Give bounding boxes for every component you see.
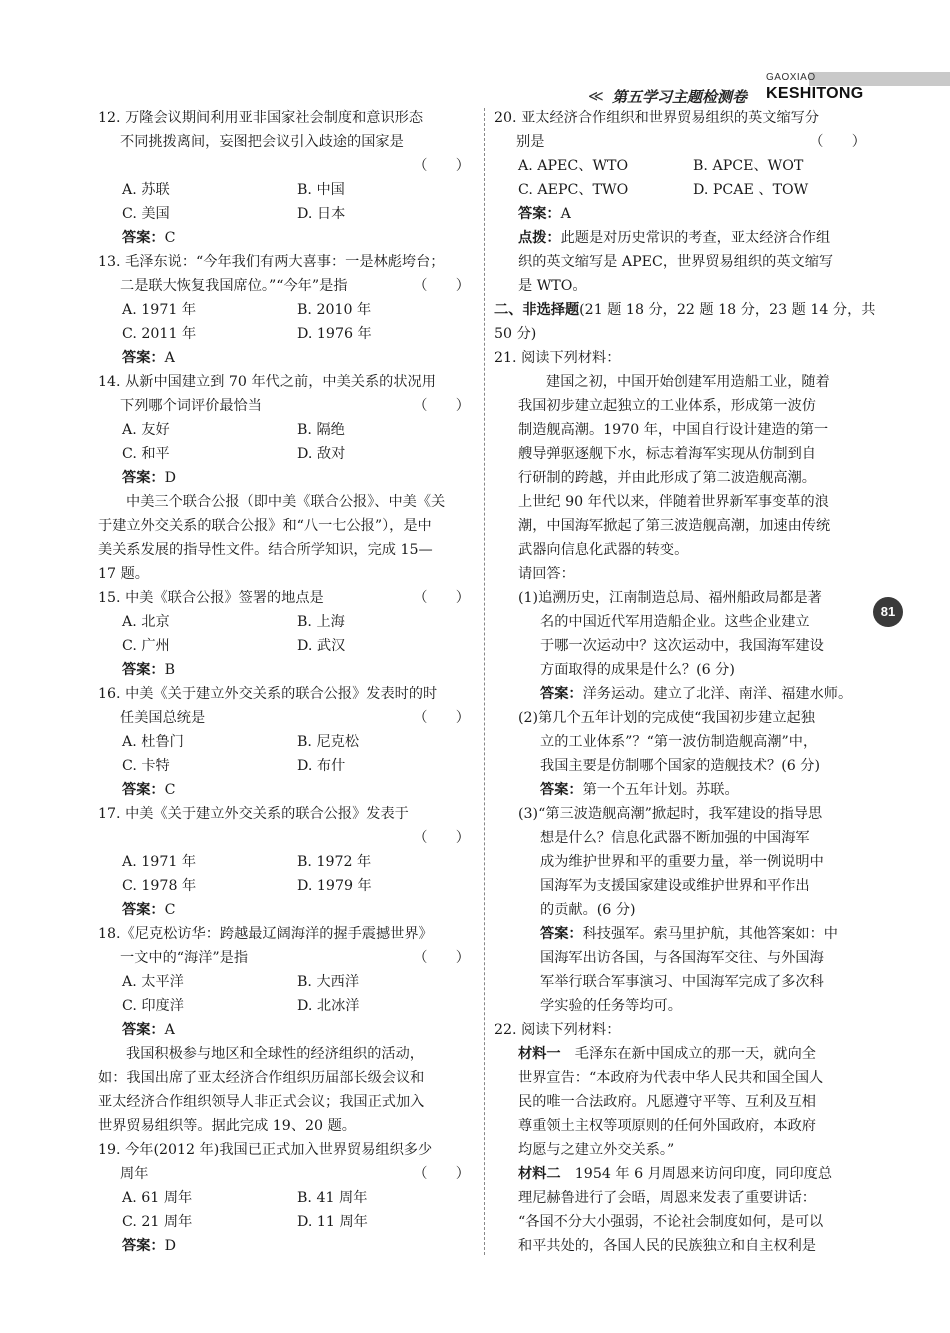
option-c: C. 2011 年 <box>122 326 197 342</box>
answer-label: 答案： <box>122 902 165 918</box>
question-14 <box>98 370 472 490</box>
question-20 <box>494 106 868 298</box>
subquestion-1: 方面取得的成果是什么？(6 分) <box>540 662 735 678</box>
option-c: C. 卡特 <box>122 758 170 774</box>
question-text: 周年 <box>120 1166 149 1182</box>
material-line: 尊重领土主权等项原则的任何外国政府，本政府 <box>518 1118 816 1134</box>
material-line: 1954 年 6 月周恩来访问印度，同印度总 <box>560 1166 833 1182</box>
question-text: 19. 今年(2012 年)我国已正式加入世界贸易组织多少 <box>98 1142 433 1158</box>
answer-bracket: （ ） <box>413 950 470 966</box>
option-b: B. 中国 <box>297 182 345 198</box>
question-17 <box>98 802 472 922</box>
question-text: 16. 中美《关于建立外交关系的联合公报》发表时的时 <box>98 686 438 702</box>
question-15 <box>98 586 472 682</box>
option-b: B. 1972 年 <box>297 854 372 870</box>
question-21 <box>494 346 868 1018</box>
question-16 <box>98 682 472 802</box>
option-d: D. 11 周年 <box>297 1214 368 1230</box>
question-text: 18.《尼克松访华：跨越最辽阔海洋的握手震撼世界》 <box>98 926 433 942</box>
material-line: 制造舰高潮。1970 年，中国自行设计建造的第一 <box>518 422 829 438</box>
answer-value: 国海军出访各国，与各国海军交往、与外国海 <box>540 950 824 966</box>
answer-label: 答案： <box>122 350 165 366</box>
subquestion-1: 于哪一次运动中？这次运动中，我国海军建设 <box>540 638 824 654</box>
answer-label: 答案： <box>518 206 561 222</box>
section-label: 二、非选择题 <box>494 302 580 318</box>
passage-line: 我国积极参与地区和全球性的经济组织的活动， <box>126 1046 424 1062</box>
option-c: C. 和平 <box>122 446 170 462</box>
option-a: A. 1971 年 <box>122 854 197 870</box>
subquestion-2: 立的工业体系”？“第一波仿制造舰高潮”中， <box>540 734 818 750</box>
option-d: D. 敌对 <box>297 446 346 462</box>
option-c: C. 21 周年 <box>122 1214 193 1230</box>
section-scoring: (21 题 18 分，22 题 18 分，23 题 14 分，共 <box>579 302 876 318</box>
answer-value: 军举行联合军事演习、中国海军完成了多次科 <box>540 974 824 990</box>
question-12 <box>98 106 472 250</box>
answer-label: 答案： <box>122 470 165 486</box>
passage-line: 亚太经济合作组织领导人非正式会议；我国正式加入 <box>98 1094 425 1110</box>
question-text: 别是 <box>516 134 545 150</box>
reading-passage-1 <box>98 490 472 586</box>
option-b: B. 尼克松 <box>297 734 360 750</box>
option-a: A. 1971 年 <box>122 302 197 318</box>
material-line: 武器向信息化武器的转变。 <box>518 542 689 558</box>
page-number-badge: 81 <box>873 597 903 627</box>
header-band <box>809 72 950 86</box>
material-line: 理尼赫鲁进行了会晤，周恩来发表了重要讲话： <box>518 1190 816 1206</box>
material-line: “各国不分大小强弱，不论社会制度如何，是可以 <box>518 1214 824 1230</box>
option-b: B. 2010 年 <box>297 302 372 318</box>
option-d: D. 1976 年 <box>297 326 372 342</box>
section-scoring: 50 分) <box>494 326 537 342</box>
answer-value: 第一个五年计划。苏联。 <box>582 782 739 798</box>
chevron-left-icon: ≪ <box>588 87 604 105</box>
header-title: 第五学习主题检测卷 <box>612 88 748 106</box>
passage-line: 美关系发展的指导性文件。结合所学知识，完成 15— <box>98 542 433 558</box>
option-c: C. 广州 <box>122 638 170 654</box>
subquestion-2: 我国主要是仿制哪个国家的造舰技术？(6 分) <box>540 758 820 774</box>
question-text: 17. 中美《关于建立外交关系的联合公报》发表于 <box>98 806 409 822</box>
option-a: A. 杜鲁门 <box>122 734 184 750</box>
passage-line: 如：我国出席了亚太经济合作组织历届部长级会议和 <box>98 1070 425 1086</box>
option-d: D. 北冰洋 <box>297 998 360 1014</box>
answer-label: 答案： <box>540 782 583 798</box>
subquestion-3: 国海军为支援国家建设或维护世界和平作出 <box>540 878 810 894</box>
question-text: 20. 亚太经济合作组织和世界贸易组织的英文缩写分 <box>494 110 820 126</box>
option-d: D. 武汉 <box>297 638 346 654</box>
subquestion-3: 想是什么？信息化武器不断加强的中国海军 <box>540 830 810 846</box>
right-column <box>494 106 876 1258</box>
subquestion-3: 的贡献。(6 分) <box>540 902 636 918</box>
question-22 <box>494 1018 868 1258</box>
option-a: A. 友好 <box>122 422 170 438</box>
option-b: B. APCE、WOT <box>693 158 804 174</box>
answer-value: 科技强军。索马里护航，其他答案如：中 <box>582 926 838 942</box>
option-b: B. 41 周年 <box>297 1190 368 1206</box>
question-text: 12. 万隆会议期间利用亚非国家社会制度和意识形态 <box>98 110 424 126</box>
answer-bracket: （ ） <box>413 830 470 846</box>
option-b: B. 上海 <box>297 614 345 630</box>
material-line: 艘导弹驱逐舰下水，标志着海军实现从仿制到自 <box>518 446 816 462</box>
answer-value: D <box>164 470 176 486</box>
question-19 <box>98 1138 472 1258</box>
answer-bracket: （ ） <box>413 710 470 726</box>
option-c: C. 印度洋 <box>122 998 184 1014</box>
answer-value: A <box>560 206 571 222</box>
subquestion-1: 名的中国近代军用造船企业。这些企业建立 <box>540 614 810 630</box>
tip-text: 是 WTO。 <box>518 278 587 294</box>
question-text: 一文中的“海洋”是指 <box>120 950 249 966</box>
header-small-text: GAOXIAO <box>766 72 816 83</box>
option-d: D. PCAE 、TOW <box>693 182 809 198</box>
material-label: 材料二 <box>518 1166 561 1182</box>
subquestion-3: 成为维护世界和平的重要力量，举一例说明中 <box>540 854 824 870</box>
option-a: A. 太平洋 <box>122 974 184 990</box>
passage-line: 于建立外交关系的联合公报》和“八一七公报”），是中 <box>98 518 432 534</box>
option-a: A. APEC、WTO <box>518 158 629 174</box>
answer-value: C <box>164 230 176 246</box>
option-a: A. 61 周年 <box>122 1190 193 1206</box>
answer-bracket: （ ） <box>413 278 470 294</box>
reading-passage-2 <box>98 1042 472 1138</box>
subquestion-2: (2)第几个五年计划的完成使“我国初步建立起独 <box>518 710 815 726</box>
material-line: 上世纪 90 年代以来，伴随着世界新军事变革的浪 <box>518 494 829 510</box>
option-d: D. 布什 <box>297 758 346 774</box>
question-text: 不同挑拨离间，妄图把会议引入歧途的国家是 <box>120 134 404 150</box>
option-c: C. 美国 <box>122 206 170 222</box>
answer-label: 答案： <box>122 662 165 678</box>
passage-line: 17 题。 <box>98 566 149 582</box>
option-d: D. 1979 年 <box>297 878 372 894</box>
question-text: 二是联大恢复我国席位。”“今年”是指 <box>120 278 348 294</box>
material-line: 建国之初，中国开始创建军用造船工业，随着 <box>546 374 830 390</box>
answer-label: 答案： <box>122 1022 165 1038</box>
answer-bracket: （ ） <box>809 134 866 150</box>
answer-label: 答案： <box>540 926 583 942</box>
question-18 <box>98 922 472 1042</box>
option-a: A. 北京 <box>122 614 170 630</box>
material-line: 毛泽东在新中国成立的那一天，就向全 <box>560 1046 816 1062</box>
material-line: 和平共处的，各国人民的民族独立和自主权利是 <box>518 1238 816 1254</box>
tip-text: 织的英文缩写是 APEC，世界贸易组织的英文缩写 <box>518 254 834 270</box>
question-intro: 21. 阅读下列材料： <box>494 350 621 366</box>
material-label: 材料一 <box>518 1046 561 1062</box>
answer-value: A <box>164 350 175 366</box>
passage-line: 中美三个联合公报（即中美《联合公报》、中美《关 <box>126 494 446 510</box>
material-line: 民的唯一合法政府。凡愿遵守平等、互利及互相 <box>518 1094 816 1110</box>
answer-value: C <box>164 902 176 918</box>
answer-bracket: （ ） <box>413 1166 470 1182</box>
question-text: 14. 从新中国建立到 70 年代之前，中美关系的状况用 <box>98 374 436 390</box>
material-line: 均愿与之建立外交关系。” <box>518 1142 675 1158</box>
answer-bracket: （ ） <box>413 590 470 606</box>
question-text: 任美国总统是 <box>120 710 206 726</box>
answer-bracket: （ ） <box>413 158 470 174</box>
left-column <box>98 106 472 1258</box>
header-brand: KESHITONG <box>766 85 864 102</box>
answer-value: 洋务运动。建立了北洋、南洋、福建水师。 <box>582 686 853 702</box>
answer-value: B <box>164 662 176 678</box>
subquestion-3: (3)“第三波造舰高潮”掀起时，我军建设的指导思 <box>518 806 823 822</box>
answer-value: A <box>164 1022 175 1038</box>
material-line: 世界宣告：“本政府为代表中华人民共和国全国人 <box>518 1070 824 1086</box>
answer-value: C <box>164 782 176 798</box>
answer-label: 答案： <box>122 230 165 246</box>
answer-value: 学实验的任务等均可。 <box>540 998 682 1014</box>
column-divider <box>484 108 485 1255</box>
answer-label: 答案： <box>540 686 583 702</box>
tip-text: 此题是对历史常识的考查，亚太经济合作组 <box>560 230 831 246</box>
option-b: B. 大西洋 <box>297 974 360 990</box>
material-line: 我国初步建立起独立的工业体系，形成第一波仿 <box>518 398 816 414</box>
option-c: C. AEPC、TWO <box>518 182 629 198</box>
option-d: D. 日本 <box>297 206 346 222</box>
answer-label: 答案： <box>122 782 165 798</box>
material-line: 行研制的跨越，并由此形成了第二波造舰高潮。 <box>518 470 816 486</box>
option-a: A. 苏联 <box>122 182 170 198</box>
ask-prompt: 请回答： <box>518 566 575 582</box>
option-b: B. 隔绝 <box>297 422 345 438</box>
answer-label: 答案： <box>122 1238 165 1254</box>
answer-bracket: （ ） <box>413 398 470 414</box>
tip-label: 点拨： <box>518 230 561 246</box>
material-line: 潮，中国海军掀起了第三波造舰高潮，加速由传统 <box>518 518 831 534</box>
question-text: 13. 毛泽东说：“今年我们有两大喜事：一是林彪垮台； <box>98 254 445 270</box>
section-2-heading <box>494 298 876 346</box>
question-text: 15. 中美《联合公报》签署的地点是 <box>98 590 324 606</box>
answer-value: D <box>164 1238 176 1254</box>
question-text: 下列哪个词评价最恰当 <box>120 398 262 414</box>
question-13 <box>98 250 472 370</box>
question-intro: 22. 阅读下列材料： <box>494 1022 621 1038</box>
subquestion-1: (1)追溯历史，江南制造总局、福州船政局都是著 <box>518 590 822 606</box>
passage-line: 世界贸易组织等。据此完成 19、20 题。 <box>98 1118 356 1134</box>
option-c: C. 1978 年 <box>122 878 197 894</box>
